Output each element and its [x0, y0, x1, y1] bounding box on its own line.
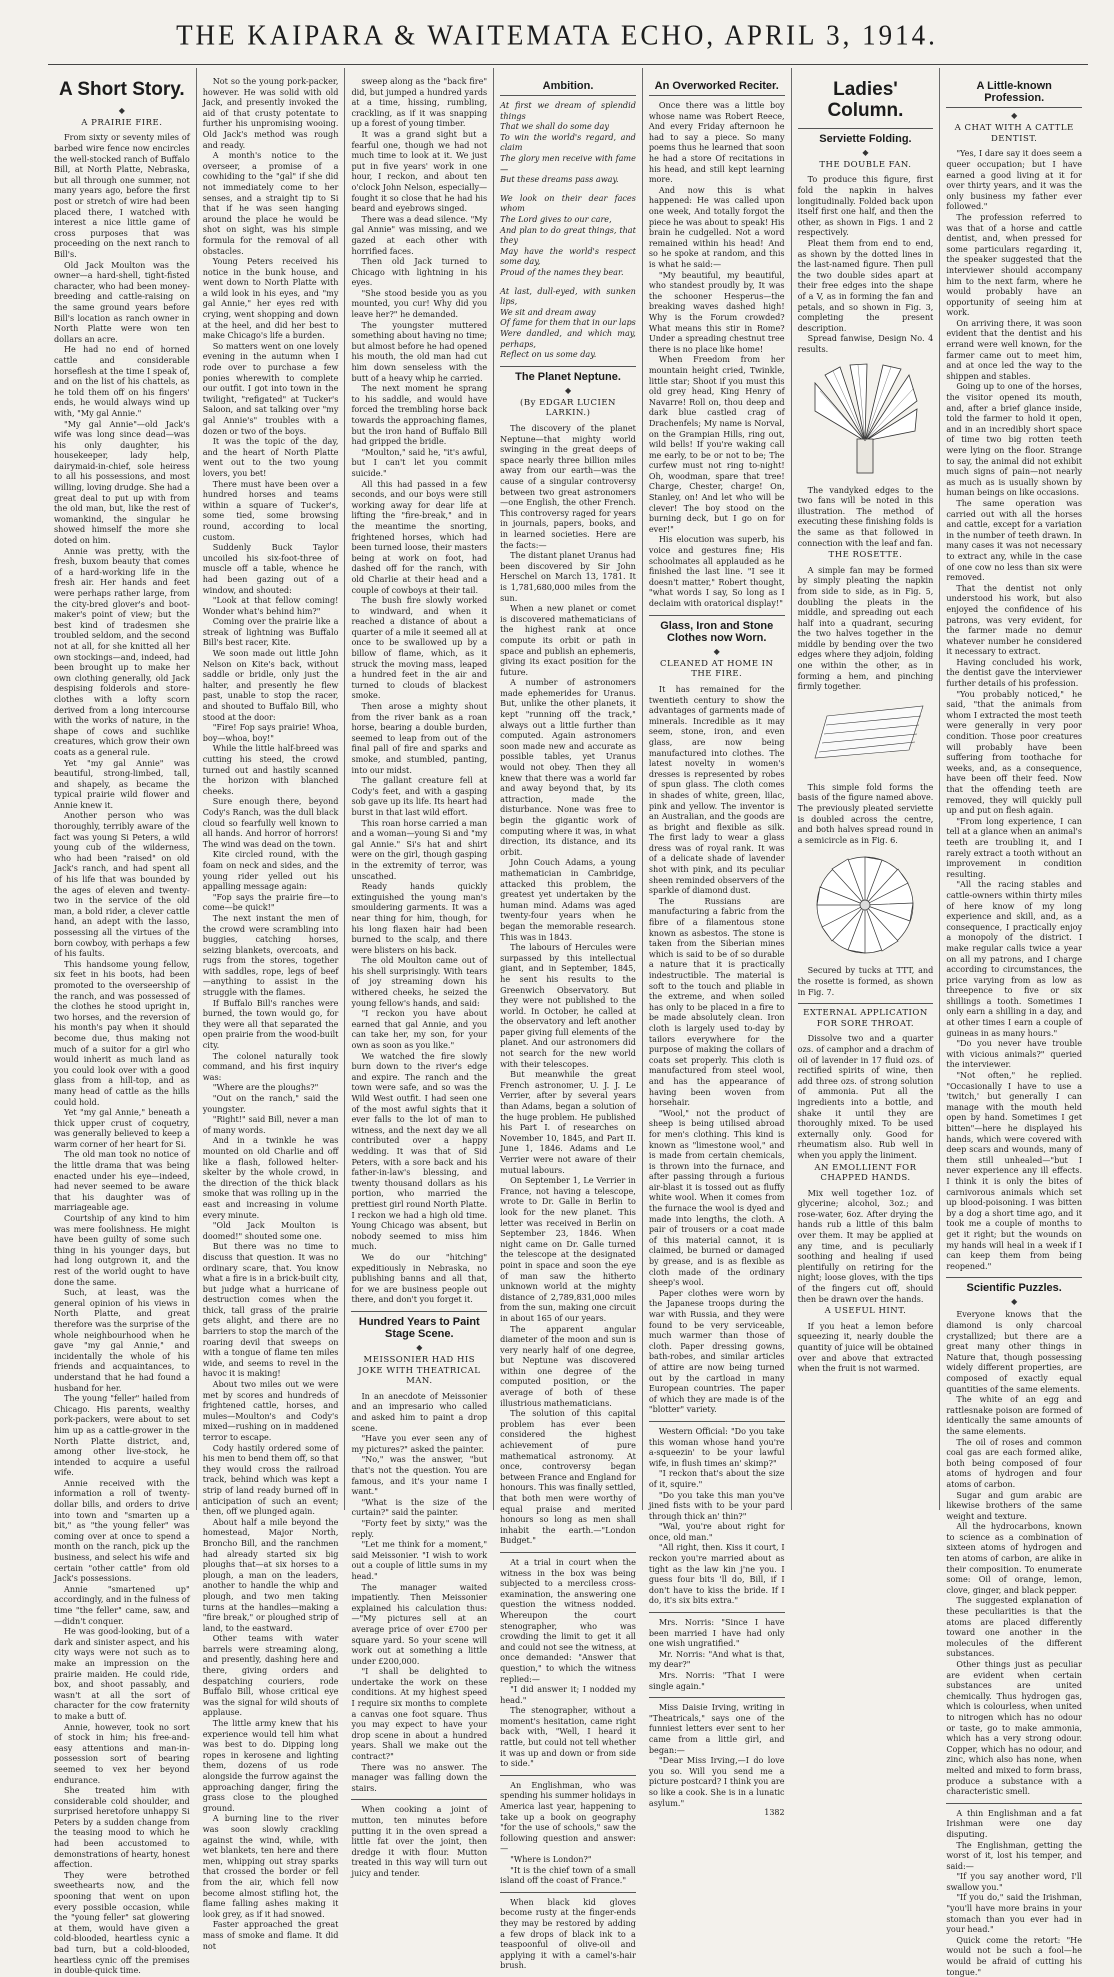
double-fan-subhead: THE DOUBLE FAN.: [819, 159, 912, 170]
paragraph: This roan horse carried a man and a woman—young Si and "my gal Annie." Si's hat and shirt were on the girl, though gasping in the extremity of terror, was unscathed.: [351, 817, 488, 881]
column-ambition-neptune: [494, 68, 643, 1971]
paragraph: He was good-looking, but of a dark and sinister aspect, and his city ways were not such as to make an impression on the prairie maiden. He could ride, box, and shoot passably, and wasn't at all the sort of character for the cow fraternity to make a butt of.: [54, 1626, 190, 1721]
paragraph: From sixty or seventy miles of barbed wire fence now encircles the well-stocked ranch of Buffalo Bill, at North Platte, Nebraska, but all through one summer, not many years ago, before the first post or stretch of wire had been placed there, I watched with interest a nice little game of cross purposes that was proceeding on the next ranch to Bill's.: [54, 132, 190, 260]
paragraph: Such, at least, was the general opinion of his views in North Platte, and great therefore was the surprise of the whole neighbourhood when he gave "my gal Annie," and incidentally the whole of his friends and acquaintances, to understand that he had found a husband for her.: [54, 1287, 190, 1393]
paragraph: The little army knew that his experience would tell him what was best to do. Dipping long ropes in kerosene and lighting them, dozens of us rode alongside the furrow against the approaching danger, firing the grass close to the ploughed ground.: [202, 1718, 339, 1813]
paragraph: It has remained for the twentieth century to show the advantages of garments made of minerals. Incredible as it may seem, stone, iron, and even glass, are now being manufactured into clothes. The latest novelty in women's dresses is represented by robes of spun glass. The cloth comes in shades of white, green, lilac, pink and yellow. The inventor is an Australian, and the goods are as bright and flexible as silk. The first lady to wear a glass dress was of royal rank. It was of a delicate shade of lavender shot with pink, and its peculiar sheen reminded observers of the sparkle of diamond dust.: [648, 683, 785, 896]
paragraph: Annie "smartened up" accordingly, and in the fulness of time "the feller" came, saw, and—didn't conquer.: [54, 1583, 190, 1626]
paragraph: Other teams with water barrels were streaming along, and presently, dashing here and there, giving orders and despatching couriers, rode Buffalo Bill, whose critical eye was the signal for wild shouts of applause.: [202, 1633, 339, 1718]
paragraph: "I did answer it; I nodded my head.": [500, 1684, 636, 1705]
divider-ornament: ◆: [1011, 1297, 1018, 1307]
paragraph: The manager waited impatiently. Then Meissonier explained his calculation thus:—"My pictures sell at an average price of over £700 per square yard. So your scene will work out at something a little under £200,000.: [351, 1581, 488, 1666]
paragraph: "Dear Miss Irving,—I do love you so. Will you send me a picture postcard? I think you are so like a cook. She is in a lunatic asylum.": [648, 1755, 785, 1808]
paragraph: The young "feller" hailed from Chicago. His parents, wealthy pork-packers, were about to set him up as a cattle-grower in the North Platte district, and, among other live-stock, he intended to acquire a useful wife.: [54, 1393, 190, 1478]
poem-stanza: His elocution was superb, his voice and gestures fine; His schoolmates all applauded as he finished the last line. "I see it doesn't matter," Robert thought, "what words I say, So long as I declaim with oratorical display!": [648, 534, 785, 608]
column-story-end: [345, 68, 494, 1878]
short-story-title: A Short Story.: [59, 79, 185, 100]
paragraph: A month's notice to the overseer, a promise of a cowhiding to the "gal" if she did not immediately come to her senses, and a straight tip to Si that if he was seen hanging around the place he would be shot on sight, was his simple formula for the removal of all obstacles.: [202, 150, 339, 256]
paragraph: On September 1, Le Verrier in France, not having a telescope, wrote to Dr. Galle in Berlin to look for the new planet. This letter was received in Berlin on September 23, 1846. When night came on Dr. Galle turned the telescope at the designated point in space and soon the eye of man saw the hitherto unknown world at the mighty distance of 2,789,831,000 miles from the sun, making one circuit in about 165 of our years.: [500, 1175, 636, 1323]
paragraph: "Old Jack Moulton is doomed!" shouted some one.: [202, 1220, 339, 1241]
paragraph: A thin Englishman and a fat Irishman were one day disputing.: [946, 1807, 1083, 1839]
poem-stanza: At first we dream of splendid things That we shall do some day To win the world's regard, and claim The glory men receive with fame— But these dreams pass away.: [500, 100, 636, 185]
paragraph: On arriving there, it was soon evident that the dentist and his errand were well known, for the farmer came out to meet him, and at once led the way to the shippen and stables.: [946, 317, 1083, 381]
section-rule: [500, 1552, 636, 1553]
paragraph: Mrs. Norris: "Since I have been married I have had only one wish ungratified.": [648, 1617, 785, 1649]
paragraph: Courtship of any kind to him was mere foolishness. He might have been guilty of some such thing in his younger days, but had long outgrown it, and the rest of the world ought to have done the same.: [54, 1213, 190, 1287]
paragraph: In an anecdote of Meissonier and an impresario who called and asked him to paint a drop scene.: [351, 1390, 488, 1433]
divider-ornament: ◆: [1011, 111, 1018, 121]
paragraph: sweep along as the "back fire" did, but jumped a hundred yards at a time, hissing, rumbling, crackling, as if it was snapping up a forest of young timber.: [351, 76, 488, 129]
paragraph: At a trial in court when the witness in the box was being subjected to a merciless cross-examination, the answering one question the witness nodded. Whereupon the court stenographer, who was crowding the limit to get it all and could not see the witness, at once demanded: "Answer that question," to which the witness replied:—: [500, 1556, 636, 1684]
paragraph: Then old Jack turned to Chicago with lightning in his eyes.: [351, 256, 488, 288]
paragraph: Quick come the retort: "He would not be such a fool—he would be afraid of cutting his tongue.": [946, 1934, 1083, 1977]
ambition-title: Ambition.: [500, 80, 636, 96]
paragraph: Then arose a mighty shout from the river bank as a roan horse, bearing a double burden, seemed to leap from out of the final pall of fire and sparks and smoke, and stumbled, panting, into our midst.: [351, 701, 488, 775]
meissonier-headline: Hundred Years to Paint Stage Scene.: [358, 1315, 480, 1340]
pleated-napkin-illustration: [805, 698, 925, 776]
paragraph: The labours of Hercules were surpassed by this intellectual giant, and in September, 1845, he sent his results to the Greenwich Observatory. But they were not published to the world. In October, he called at the observatory and left another paper giving full elements of the planet. And our astronomers did not search for the new world with their telescopes.: [500, 942, 636, 1069]
paragraph: Everyone knows that the diamond is only charcoal crystallized; but there are a great many other things in Nature that, though possessing widely different properties, are composed of exactly equal quantities of the same elements.: [946, 1309, 1083, 1394]
section-rule: [946, 1277, 1082, 1278]
paragraph: "It is the chief town of a small island off the coast of France.": [500, 1864, 636, 1886]
paragraph: The stenographer, without a moment's hesitation, came right back with, "Well, I heard it rattle, but could not tell whether it was up and down or from side to side.": [500, 1705, 636, 1769]
paragraph: Mrs. Norris: "That I were single again.": [648, 1670, 785, 1691]
paragraph: "Wool," not the product of sheep is being utilised abroad for men's clothing. This kind is known as "limestone wool," and is made from certain chemicals, is thrown into the furnace, and after passing through a furious air-blast it is tossed out as fluffy white wool. When it comes from the furnace the wool is dyed and made into lengths, the cloth. A pair of trousers or a coat made of this material cannot, it is claimed, be burned or damaged by grease, and is as flexible as cloth made of the ordinary sheep's wool.: [648, 1107, 785, 1288]
paragraph: So matters went on one lovely evening in the autumn when I rode over to purchase a few ponies wherewith to complete our outfit. I got into town in the twilight, "refigated" at Tucker's Saloon, and sat talking over "my gal Annie's" troubles with a dozen or two of the boys.: [202, 340, 339, 436]
paragraph: But there was no time to discuss that question. It was no ordinary scare, that. You know what a fire is in a brick-built city, but judge what a hurricane of destruction comes when the thick, tall grass of the prairie gets alight, and there are no barriers to stop the march of the roaring devil that sweeps on with a tongue of flame ten miles wide, and seems to revel in the havoc it is making!: [202, 1241, 339, 1379]
poem-stanza: And now this is what happened: He was called upon one week, And totally forgot the piece he was about to speak! His brain he cudgelled. Not a word remained within his head! And so he spoke at random, and this is what he said:—: [648, 184, 785, 269]
paragraph: Going up to one of the horses, the visitor opened its mouth, and, after a brief glance inside, told the farmer to hold it open, and in an incredibly short space of time two big rotten teeth were lying on the floor. Strange to say, the animal did not exhibit much signs of pain—not nearly as much as is usually shown by human beings on like occasions.: [946, 381, 1083, 498]
section-rule: [649, 1612, 785, 1613]
paragraph: "No," was the answer, "but that's not the question. You are famous, and it's your name I want.": [351, 1454, 488, 1497]
paragraph: A simple fan may be formed by simply pleating the napkin from side to side, as in Fig. 5, doubling the pleats in the middle, and spreading out each half into a quadrant, securing the two halves together in the middle by bending over the two edges where they adjoin, folding one within the other, as in forming a hem, and pinching firmly together.: [797, 564, 934, 692]
useful-hint-subhead: A USEFUL HINT.: [824, 1306, 907, 1317]
paragraph: A burning line to the river was soon slowly crackling against the wind, while, with wet blankets, ten here and there men, whipping out stray sparks that crossed the border or fell from the air, which fell now become almost stifling hot, the flame falling ashes making it look grey, as if it had snowed.: [202, 1813, 339, 1919]
reciter-title: An Overworked Reciter.: [649, 80, 785, 96]
poem-stanza: At last, dull-eyed, with sunken lips, We sit and dream away Of fame for them that in our laps Were dandled, and which may, perhaps, Reflect on us some day.: [500, 285, 636, 360]
serviette-headline: Serviette Folding.: [819, 132, 912, 145]
paragraph: The solution of this capital problem has ever been considered the highest achievement of pure mathematical astronomy. At once, controversy began between France and England for honours. This was finally settled, that both men were worthy of equal praise and merited honours so long as men shall inhabit the earth.—"London Budget.": [500, 1408, 636, 1546]
paragraph: "What is the size of the curtain?" said the painter.: [351, 1496, 488, 1518]
paragraph: "You probably noticed," he said, "that the animals from whom I extracted the most teeth were generally in very poor condition. Those poor creatures will probably have been suffering from toothache for weeks, and, as a consequence, have been off their feed. Now that the offending teeth are removed, they will quickly pull up and put on flesh again.: [946, 688, 1083, 816]
section-rule: [798, 1003, 934, 1004]
paragraph: It was the topic of the day, and the heart of North Platte went out to the two young lovers, you bet!: [202, 436, 339, 478]
divider-ornament: ◆: [713, 646, 720, 656]
illustration-caption: This simple fold forms the basis of the figure named above. The previously pleated serviette is doubled across the centre, and both halves spread round in a semicircle as in Fig. 6.: [797, 781, 934, 845]
section-rule: [351, 1799, 487, 1800]
paragraph: An Englishman, who was spending his summer holidays in America last year, happening to take up a book on geography "for the use of schools," saw the following question and answer:—: [500, 1779, 636, 1854]
spacer: [500, 278, 636, 286]
paragraph: The suggested explanation of these peculiarities is that the atoms are placed differently toward one another in the molecules of the different substances.: [946, 1595, 1083, 1659]
paragraph: We do our "hitching" expeditiously in Nebraska, no publishing banns and all that, for we are business people out there, and don't you forget it.: [351, 1251, 488, 1305]
paragraph: The Englishman, getting the worst of it, lost his temper, and said:—: [946, 1839, 1083, 1871]
paragraph: And in a twinkle he was mounted on old Charlie and off like a flash, followed helter-skelter by the whole crowd, in the direction of the thick black smoke that was rolling up in the east and increasing in volume every minute.: [202, 1135, 339, 1220]
paragraph: Yet "my gal Annie," beneath a thick upper crust of coquetry, was generally believed to keep a warm corner of her heart for Si.: [54, 1107, 190, 1149]
paragraph: All the hydrocarbons, known to science as a combination of sixteen atoms of hydrogen and ten atoms of carbon, are alike in their composition. To enumerate some: Oil of orange, lemon, clove, ginger, and black pepper.: [946, 1521, 1083, 1595]
section-rule: [649, 615, 785, 616]
double-fan-illustration: [805, 361, 925, 479]
paragraph: John Couch Adams, a young mathematician in Cambridge, attacked this problem, the greatest yet undertaken by the human mind. Adams was aged twenty-four years when he began the memorable research. This was in 1843.: [500, 857, 636, 942]
section-rule: [798, 128, 934, 129]
section-rule: [946, 1803, 1082, 1804]
divider-ornament: ◆: [564, 385, 572, 395]
paragraph: Annie was pretty, with the fresh, buxom beauty that comes of a hard-working life in the fresh air. Her hands and feet were perhaps rather large, from the city-bred glover's and boot-maker's point of view; but the best kind of tradesmen she troubled seldom, and the second not at all, for she knitted all her own stockings—and, indeed, had been brought up to make her own clothing generally, old Jack despising folderols and store-clothes with a lofty scorn derived from a long intercourse with the works of nature, in the shape of cows and suchlike creatures, which grow their own coats as a general rule.: [54, 545, 190, 757]
paragraph: The old Moulton came out of his shell surprisingly. With tears of joy streaming down his withered cheeks, he seized the young fellow's hands, and said:: [351, 955, 488, 1008]
paragraph: "Wal, you're about right for once, old man.": [648, 1521, 785, 1542]
short-story-subtitle: A PRAIRIE FIRE.: [81, 117, 163, 128]
paragraph: Having concluded his work, the dentist gave the interviewer further details of his profession.: [946, 656, 1083, 689]
paragraph: If you heat a lemon before squeezing it, nearly double the quantity of juice will be obtained over and above that extracted when the fruit is not warmed.: [797, 1320, 934, 1374]
column-story-continued: [197, 68, 346, 1951]
neptune-headline: The Planet Neptune.: [515, 370, 621, 383]
neptune-byline: (By EDGAR LUCIEN LARKIN.): [520, 397, 616, 419]
paragraph: "All the racing stables and cattle-owners within thirty miles of here know of my long experience and skill, and, as a consequence, I practically enjoy a monopoly of the district. I make regular calls twice a year on all my patrons, and I charge according to circumstances, the price varying from as low as threepence to five or six shillings a tooth. Sometimes I only earn a shilling in a day, and at other times I earn a couple of guineas in as many hours.": [946, 879, 1083, 1038]
paragraph: All this had passed in a few seconds, and our boys were still working away for dear life at lifting the "fire-break," and in the meantime the snorting, frightened horses, which had been turned loose, their masters being at work on foot, had dashed off for the ranch, with old Charlie at their head and a couple of cowboys at their tail.: [351, 478, 488, 595]
paragraph: Coming over the prairie like a streak of lightning was Buffalo Bill's best racer, Kite.: [202, 616, 339, 648]
sore-throat-subhead: EXTERNAL APPLICATION FOR SORE THROAT.: [803, 1008, 928, 1029]
paragraph: There was a dead silence. "My gal Annie" was missing, and we gazed at each other with horrified faces.: [351, 213, 488, 256]
poem-stanza: When Freedom from her mountain height cried, Twinkle, little star; Shoot if you must this old grey head, King Henry of Navarre! Roll on, thou deep and dark blue castled crag of Drachenfels; My name is Norval, on the Grampian Hills, ring out, wild bells! If you're waking call me early, to be or not to be; The curfew must not ring to-night! Oh, woodman, spare that tree! Charge, Chester, charge! On, Stanley, on! And let who will be clever! The boy stood on the burning deck, but I go on for ever!": [648, 354, 785, 534]
paragraph: "Have you ever seen any of my pictures?" asked the painter.: [351, 1433, 488, 1454]
paragraph: When a new planet or comet is discovered mathematicians of the highest rank at once compute its orbit or path in space and publish an ephemeris, giving its exact position for the future.: [500, 603, 636, 677]
paragraph: Dissolve two and a quarter ozs. of camphor and a drachm of oil of lavender in 17 fluid ozs. of rectified spirits of wine, then add three ozs. of strong solution of ammonia. Put all the ingredients into a bottle, and shake it until they are thoroughly mixed. To be used externally only. Good for rheumatism also. Rub well in when you apply the liniment.: [797, 1033, 934, 1160]
paragraph: The gallant creature fell at Cody's feet, and with a gasping sob gave up its life. Its heart had burst in that last wild effort.: [351, 775, 488, 817]
paragraph: Another person who was thoroughly, terribly aware of the fact was young Si Peters, a wild young cub of the wilderness, who had been "raised" on old Jack's ranch, and had spent all of his life that was bounded by the ages of eleven and twenty-two in the service of the old man, a bold rider, a clever cattle hand, an adept with the lasso, possessing all the virtues of the born cowboy, with perhaps a few of his faults.: [54, 810, 190, 959]
paragraph: "If you do," said the Irishman, "you'll have more brains in your stomach than you ever had in your head.": [946, 1892, 1083, 1935]
paragraph: "Do you take this man you've jined fists with to be your pard through thick an' thin?": [648, 1489, 785, 1521]
paragraph: Kite circled round, with the foam on neck and sides, and the young rider yelled out his appalling message again:: [202, 849, 339, 892]
chapped-hands-subhead: AN EMOLLIENT FOR CHAPPED HANDS.: [814, 1162, 917, 1184]
paragraph: "Moulton," said he, "it's awful, but I can't let you commit suicide.": [351, 446, 488, 478]
paragraph: If Buffalo Bill's ranches were burned, the town would go, for they were all that separated the open prairie from the wood-built city.: [202, 997, 339, 1051]
paragraph: "Fire! Fop says prairie! Whoa, boy—whoa, boy!": [202, 722, 339, 743]
paragraph: The distant planet Uranus had been discovered by Sir John Herschel on March 13, 1781. It is 1,781,680,000 miles from the sun.: [500, 550, 636, 603]
poem-stanza: "My beautiful, my beautiful, who standest proudly by, It was the schooner Hesperus—the breaking waves dashed high! Why is the Forum crowded? What means this stir in Rome? Under a spreading chestnut tree there is no place like home!: [648, 269, 785, 354]
paragraph: Pleat them from end to end, as shown by the dotted lines in the last-named figure. Then pull the two double sides apart at their free edges into the shape of a V, as in forming the fan and petals, and so shown in Fig. 3, completing the present description.: [797, 238, 934, 333]
illustration-caption: The vandyked edges to the two fans will be noted in this illustration. The method of executing these finishing folds is the same as that followed in connection with the leaf and fan.: [797, 484, 934, 548]
paragraph: That the dentist not only understood his work, but also enjoyed the confidence of his patrons, was very evident, for the farmer made no demur whatever number he considered it necessary to extract.: [946, 582, 1083, 657]
poem-stanza: Once there was a little boy whose name was Robert Reece, And every Friday afternoon he had to say a piece. So many poems thus he learned that soon he had a store Of recitations in his head, and still kept learning more.: [648, 100, 785, 185]
paragraph: It was a grand sight but a fearful one, though we had not much time to look at it. We just put in five years' work in one hour, I reckon, and about ten o'clock John Nelson, especially—fought it so close that he had his beard and eyebrows singed.: [351, 128, 488, 214]
paragraph: When cooking a joint of mutton, ten minutes before putting it in the oven spread a little fat over the joint, then dredge it with flour. Mutton treated in this way will turn out juicy and tender.: [351, 1804, 488, 1878]
paragraph: "Not often," he replied. "Occasionally I have to use a 'twitch,' but generally I can manage with the mouth held open by hand. Sometimes I get bitten"—here he displayed his hands, which were covered with deep scars and wounds, many of them still unhealed—"but I never experience any ill effects. I think it is only the bites of carnivorous animals which set up blood-poisoning. I was bitten by a dog a short time ago, and it took me a couple of months to get it right; but the wounds on my hands will heal in a week if I can keep them from being reopened.": [946, 1070, 1083, 1271]
paragraph: "If you say another word, I'll swallow you.": [946, 1871, 1083, 1892]
paragraph: But meanwhile the great French astronomer, U. J. J. Le Verrier, after by several years than Adams, began a solution of the huge problem. He published his Part I. of researches on November 10, 1845, and Part II. June 1, 1846. Adams and Le Verrier were not aware of their mutual labours.: [500, 1069, 636, 1175]
paragraph: Secured by tucks at TTT, and the rosette is formed, as shown in Fig. 7.: [797, 965, 934, 997]
cattle-dentist-subhead: A CHAT WITH A CATTLE DENTIST.: [954, 123, 1074, 144]
clothes-headline: Glass, Iron and Stone Clothes now Worn.: [660, 619, 774, 644]
paragraph: There was no answer. The manager was falling down the stairs.: [351, 1761, 488, 1793]
paragraph: "Do you never have trouble with vicious animals?" queried the interviewer.: [946, 1038, 1083, 1070]
paragraph: "Where are the ploughs?": [212, 1082, 319, 1093]
paragraph: "She stood beside you as you mounted, you cur! Why did you leave her?" he demanded.: [351, 287, 488, 320]
paragraph: "Out on the ranch," said the youngster.: [202, 1093, 339, 1114]
divider-ornament: ◆: [862, 147, 869, 157]
section-rule: [500, 1892, 636, 1893]
paragraph: "Fop says the prairie fire—to come—be quick!": [202, 891, 339, 913]
paragraph: Old Jack Moulton was the owner—a hard-shell, tight-fisted character, who had been money-breeding and cattle-raising on the same ground years before Bill's location as ranch owner in North Platte were won ten dollars an acre.: [54, 259, 190, 344]
column-ladies: [792, 68, 941, 1510]
paragraph: To produce this figure, first fold the napkin in halves longitudinally. Folded back upon itself first one half, and then the other, as shown in Figs. 1 and 2 respectively.: [797, 174, 934, 238]
paragraph: "Look at that fellow coming! Wonder what's behind him?": [202, 595, 339, 616]
paragraph: "Right!" said Bill, never a man of many words.: [202, 1114, 339, 1135]
poem-stanza: We look on their dear faces whom The Lord gives to our care, And plan to do great things, that they May have the world's respect some day, Proud of the names they bear.: [500, 192, 636, 277]
paragraph: "My gal Annie"—old Jack's wife was long since dead—was his only daughter, his housekeeper, lady help, dairymaid-in-chief, sole heiress to all his possessions, and most willing, loving drudge. She had a great deal to put up with from the old man, but, like the rest of womankind, the singular he showed himself the more she doted on him.: [54, 418, 190, 546]
page-columns: [48, 68, 1088, 1977]
paragraph: "I shall be delighted to undertake the work on these conditions. At my highest speed I require six months to complete a canvas one foot square. Thus you may expect to have your drop scene in about a hundred years. Shall we make out the contract?": [351, 1666, 488, 1762]
paragraph: Sugar and gum arabic are likewise brothers of the same weight and texture.: [946, 1489, 1083, 1521]
paragraph: "All right, then. Kiss it court, I reckon you're married about as tight as the law kin j'ne you. I guess four bits 'll do, Bill, if I don't have to kiss the bride. If I do, it's six bits extra.": [648, 1542, 785, 1606]
scientific-puzzles-headline: Scientific Puzzles.: [966, 1282, 1062, 1295]
section-rule: [649, 1697, 785, 1698]
paragraph: "I reckon that's about the size of it, squire.": [648, 1468, 785, 1489]
paragraph: About half a mile beyond the homestead, Major North, Broncho Bill, and the ranchmen had already started six big ploughs that—at six horses to a plough, a man on the leaders, another to handle the whip and plough, and two men taking turns at the handles—making a "fire break," or ploughed strip of land, to the eastward.: [202, 1516, 339, 1633]
paragraph: The bush fire slowly worked to windward, and when it reached a distance of about a quarter of a mile it seemed all at once to be swallowed up by a billow of flame, which, as it struck the moving mass, leaped a hundred feet in the air and turned to clouds of blackest smoke.: [351, 595, 488, 701]
paragraph: There must have been over a hundred horses and teams within a square of Tucker's, some tied, some browsing round, according to local custom.: [202, 478, 339, 542]
meissonier-subheadline: MEISSONIER HAD HIS JOKE WITH THEATRICAL MAN.: [358, 1355, 481, 1387]
paragraph: Cody hastily ordered some of his men to bend them off, so that they would cross the railroad track, behind which was kept a strip of land ready burned off in anticipation of such an event; then, off we plunged again.: [202, 1442, 339, 1517]
paragraph: Annie received with the information a roll of twenty-dollar bills, and orders to drive into town and "smarten up a bit," as "the young feller" was coming over at once to spend a month on the ranch, pick up the business, and select his wife and certain "other cattle" from old Jack's possessions.: [54, 1477, 190, 1584]
paragraph: "Forty feet by sixty," was the reply.: [351, 1517, 488, 1539]
paragraph: The next moment he sprang to his saddle, and would have forced the trembling horse back towards the approaching flames, but the iron hand of Buffalo Bill had gripped the bridle.: [351, 383, 488, 447]
divider-ornament: ◆: [118, 105, 125, 115]
ladies-column-title: Ladies' Column.: [827, 79, 904, 121]
paragraph: This handsome young fellow, six feet in his boots, had been promoted to the overseership of the ranch, and was possessed of the clothes he stood upright in, two horses, and the reversion of his month's pay when it should become due, thus making not much of a suitor for a girl who would inherit as much land as you could look over with a good glass from a hill-top, and as many head of cattle as the hills could hold.: [54, 958, 190, 1107]
spacer: [500, 185, 636, 193]
paragraph: The next instant the men of the crowd were scrambling into buggies, catching horses, seizing blankets, overcoats, and rugs from the stores, together with saddles, rope, legs of beef—anything to assist in the struggle with the flames.: [202, 912, 339, 998]
paragraph: Not so the young pork-packer, however. He was solid with old Jack, and presently invoked the aid of that crusty potentate to further his unpromising wooing. Old Jack's method was rough and ready.: [202, 76, 339, 150]
paragraph: Western Official: "Do you take this woman whose hand you're a-squeezin' to be your lawful wife, in flush times an' skimp?": [648, 1425, 785, 1468]
paragraph: The apparent angular diameter of the moon and sun is very nearly half of one degree, but Neptune was discovered within one degree of the computed position, or the average of both of these illustrious mathematicians.: [500, 1323, 636, 1408]
paragraph: The same operation was carried out with all the horses and cattle, except for a variation in the number of teeth drawn. In many cases it was not necessary to extract any, while in the case of one cow no less than six were removed.: [946, 497, 1083, 583]
paragraph: Suddenly Buck Taylor uncoiled his six-foot-three of muscle off a table, whence he had been gazing out of a window, and shouted:: [202, 542, 339, 595]
paragraph: We soon made out little John Nelson on Kite's back, without saddle or bridle, only just the halter, and presently he flew past, unable to stop the racer, and shouted to Buffalo Bill, who stood at the door:: [202, 648, 339, 722]
paragraph: Other things just as peculiar are evident when certain substances are united chemically. Thus hydrogen gas, which is colourless, when united to nitrogen which has no odour or taste, go to make ammonia, which has a very strong odour. Copper, which has no odour, and zinc, which also has none, when melted and mixed to form brass, produce a substance with a characteristic smell.: [946, 1659, 1083, 1797]
paragraph: They were betrothed sweethearts now, and the spooning that went on upon every possible occasion, while the "young feller" sat glowering at them, would have given a cold-blooded, heartless cynic a bad turn, but a cold-blooded, heartless cynic off the premises in double-quick time.: [54, 1869, 190, 1976]
paragraph: The oil of roses and common coal gas are each formed alike, both being composed of four atoms of hydrogen and four atoms of carbon.: [946, 1436, 1083, 1489]
paragraph: The discovery of the planet Neptune—that mighty world swinging in the great deeps of space nearly three billion miles away from our earth—was the cause of a singular controversy between two great astronomers—one English, the other French. This controversy raged for years in journals, papers, books, and in learned societies. Here are the facts:—: [500, 423, 636, 550]
paragraph: "Let me think for a moment," said Meissonier. "I wish to work out a couple of little sums in my head.": [351, 1539, 488, 1581]
paragraph: A number of astronomers made ephemerides for Uranus. But, unlike the other planets, it kept "running off the track," always out a little further than computed. Again astronomers soon made new and accurate as possible tables, yet Uranus would not obey. Then they all knew that there was a world far and away beyond that, by its attraction, made the disturbance. None was free to begin the gigantic work of computing where it was, in what direction, its distance, and its orbit.: [500, 677, 636, 857]
profession-title: A Little-known Profession.: [946, 80, 1082, 108]
rosette-illustration: [810, 851, 920, 959]
paragraph: Annie, however, took no sort of stock in him; his free-and-easy attentions and man-in-possession sort of bearing seemed to vex her beyond endurance.: [54, 1721, 190, 1785]
section-rule: [500, 1775, 636, 1776]
page-number: 1382: [764, 1808, 785, 1818]
clothes-subheadline: CLEANED AT HOME IN THE FIRE.: [659, 658, 774, 680]
masthead: [0, 0, 1114, 70]
paragraph: "Yes, I dare say it does seem a queer occupation; but I have earned a good living at it for over thirty years, and it was the only business my father ever followed.": [946, 148, 1083, 212]
masthead-rule: [48, 64, 1088, 65]
paragraph: Yet "my gal Annie" was beautiful, strong-limbed, tall, and shapely, as became the typical prairie wild flower and Annie knew it.: [54, 757, 190, 810]
paragraph: Mix well together 1oz. of glycerine; alcohol, 3oz.; and rose-water, 6oz. After drying the hands rub a little of this balm over them. It may be applied at any time, and is peculiarly soothing and healing if used plentifully on retiring for the night; loose gloves, with the tips of the fingers cut off, should then be drawn over the hands.: [797, 1187, 934, 1304]
paragraph: The colonel naturally took command, and his first inquiry was:: [202, 1050, 339, 1082]
section-rule: [351, 1311, 487, 1312]
paragraph: The profession referred to was that of a horse and cattle dentist, and, when pressed for some particulars regarding it, the speaker suggested that the interviewer should accompany him to the next farm, where he would probably have an opportunity of seeing him at work.: [946, 211, 1083, 318]
paragraph: While the little half-breed was cutting his steed, the crowd turned out and hastily scanned the horizon with blanched cheeks.: [202, 743, 339, 796]
paragraph: Paper clothes were worn by the Japanese troops during the war with Russia, and they were found to be very serviceable, much warmer than those of cloth. Paper dressing gowns, bath-robes, and similar articles of attire are now being turned out by the cartload in many European countries. The paper of which they are made is of the "blotter" variety.: [648, 1287, 785, 1415]
paragraph: "From long experience, I can tell at a glance when an animal's teeth are troubling it, and I rarely extract a tooth without an improvement in condition resulting.: [946, 815, 1083, 879]
paragraph: When black kid gloves become rusty at the finger-ends they may be restored by adding a few drops of black ink to a teaspoonful of olive-oil and applying it with a camel's-hair brush.: [500, 1896, 636, 1971]
paragraph: About two miles out we were met by scores and hundreds of frightened cattle, horses, and mules—Moulton's and Cody's mixed—rushing on in maddened terror to escape.: [202, 1379, 339, 1442]
paragraph: Ready hands quickly extinguished the young man's smouldering garments. It was a near thing for him, though, for his long flaxen hair had been burned to the scalp, and there were blisters on his back.: [351, 881, 488, 955]
divider-ornament: ◆: [416, 1343, 423, 1353]
newspaper-title: THE KAIPARA & WAITEMATA ECHO, APRIL 3, 1914.: [176, 18, 938, 51]
paragraph: The Russians are manufacturing a fabric from the fibre of a filamentous stone known as asbestos. The stone is taken from the Siberian mines which is said to be of so durable a nature that it is practically indestructible. The material is soft to the touch and pliable in the extreme, and when soiled has only to be placed in a fire to be made absolutely clean. Iron cloth is largely used to-day by tailors everywhere for the purpose of making the collars of coats set properly. This cloth is manufactured from steel wool, and has the appearance of having been woven from horsehair.: [648, 895, 785, 1108]
section-rule: [649, 1421, 785, 1422]
column-reciter-clothes: [643, 68, 792, 1818]
rosette-subhead: THE ROSETTE.: [828, 550, 903, 561]
paragraph: Young Peters received his notice in the bunk house, and went down to North Platte with a wild look in his eyes, and "my gal Annie," her eyes red with crying, went shopping and down at the heel, and did her best to make Chicago's life a burden.: [202, 256, 339, 341]
paragraph: Spread fanwise, Design No. 4 results.: [797, 333, 934, 354]
paragraph: The old man took no notice of the little drama that was being enacted under his eye—indeed, had never seemed to be aware that his daughter was of marriageable age.: [54, 1149, 190, 1213]
paragraph: Faster approached the great mass of smoke and flame. It did not: [202, 1919, 339, 1951]
column-dentist-puzzles: [940, 68, 1088, 1977]
paragraph: The white of an egg and rattlesnake poison are formed of identically the same amounts of the same elements.: [946, 1394, 1083, 1436]
paragraph: We watched the fire slowly burn down to the river's edge and expire. The ranch and the town were safe, and so was the Wild West outfit. I had seen one of the most awful sights that it ever falls to the lot of man to witness, and the next day we all contributed over a happy wedding. It was that of Sid Peters, with a sore back and his father-in-law's blessing, and twenty thousand dollars as his portion, who married the prettiest girl round North Platte. I reckon we had a high old time. Young Chicago was absent, but nobody seemed to miss him much.: [351, 1050, 488, 1252]
paragraph: Mr. Norris: "And what is that, my dear?": [648, 1648, 785, 1670]
paragraph: She treated him with considerable cold shoulder, and surprised heretofore unhappy Si Peters by a sudden change from the teasing mood to which he had been accustomed to demonstrations of hearty, honest affection.: [54, 1785, 190, 1870]
paragraph: "I reckon you have about earned that gal Annie, and you can take her, my son, for your own as soon as you like.": [351, 1008, 488, 1051]
section-rule: [500, 366, 636, 367]
paragraph: Miss Daisie Irving, writing in "Theatricals," says one of the funniest letters ever sent to her came from a little girl, and began:—: [648, 1702, 785, 1755]
paragraph: "Where is London?": [510, 1854, 592, 1864]
paragraph: Sure enough there, beyond Cody's Ranch, was the dull black cloud so fearfully well known to all hands. And horror of horrors! The wind was dead on the town.: [202, 796, 339, 849]
column-short-story: [48, 68, 197, 1976]
paragraph: He had no end of horned cattle and considerable horseflesh at the time I speak of, and on the list of his chattels, as he told them off on his fingers' ends, he would always wind up with, "My gal Annie.": [54, 344, 190, 418]
paragraph: The youngster muttered something about having no time; but almost before he had opened his mouth, the old man had cut him down senseless with the butt of a heavy whip he carried.: [351, 319, 488, 383]
